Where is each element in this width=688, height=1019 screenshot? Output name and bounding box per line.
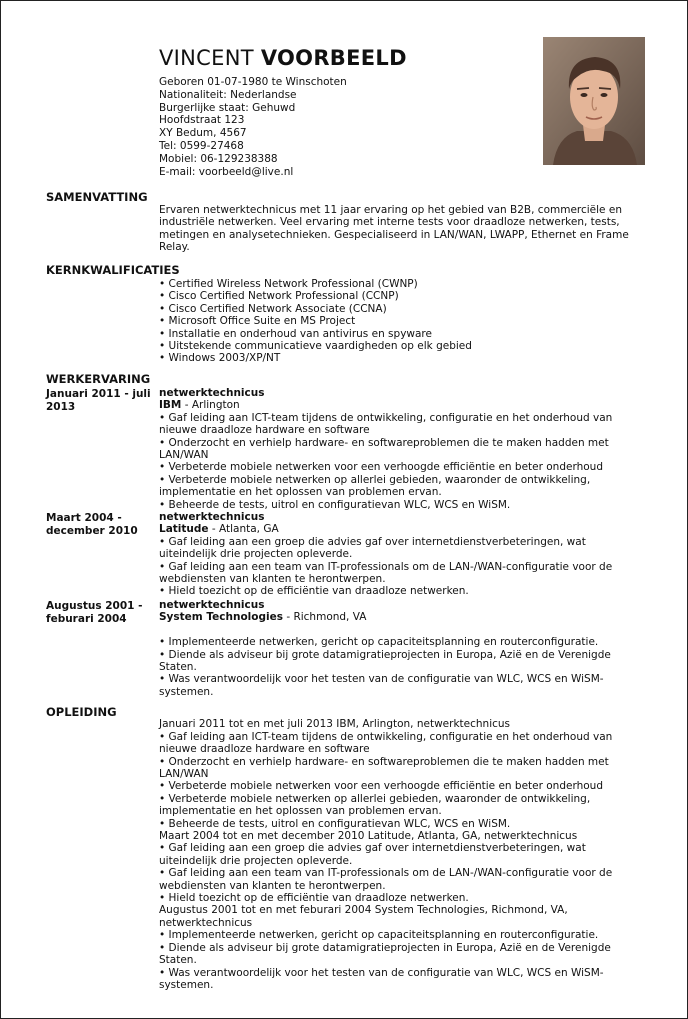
job-line: • Diende als adviseur bij grote datamigratieprojecten in Europa, Azië en de Verenigde bbox=[159, 648, 611, 661]
list-item: • Microsoft Office Suite en MS Project bbox=[159, 315, 356, 328]
job-line: • Was verantwoordelijk voor het testen van de configuratie van WLC, WCS en WiSM- bbox=[159, 673, 604, 686]
contact-line: Hoofdstraat 123 bbox=[159, 114, 245, 127]
job-line: LAN/WAN bbox=[159, 449, 209, 462]
job-title: netwerktechnicus bbox=[159, 387, 265, 399]
job-line: • Beheerde de tests, uitrol en configuratievan WLC, WCS en WiSM. bbox=[159, 498, 511, 511]
list-item: • Uitstekende communicatieve vaardigheden op elk gebied bbox=[159, 340, 472, 353]
contact-line: XY Bedum, 4567 bbox=[159, 127, 247, 140]
first-name: VINCENT bbox=[159, 46, 254, 70]
job-company bbox=[159, 611, 629, 623]
job-line: implementatie en het oplossen van problemen ervan. bbox=[159, 486, 442, 499]
education-line: nieuwe draadloze hardware en software bbox=[159, 743, 370, 756]
job-company bbox=[159, 399, 629, 411]
education-line: • Hield toezicht op de efficiëntie van draadloze netwerken. bbox=[159, 892, 469, 905]
job-entry bbox=[159, 599, 629, 698]
job-line: webdiensten van klanten te herontwerpen. bbox=[159, 573, 386, 586]
summary-line: Relay. bbox=[159, 241, 190, 254]
contact-line: Tel: 0599-27468 bbox=[159, 139, 244, 152]
education-line: • Gaf leiding aan ICT-team tijdens de ontwikkeling, configuratie en het onderhoud van bbox=[159, 730, 613, 743]
education-line: • Diende als adviseur bij grote datamigratieprojecten in Europa, Azië en de Verenigde bbox=[159, 941, 611, 954]
job-line: nieuwe draadloze hardware en software bbox=[159, 424, 370, 437]
education-line: webdiensten van klanten te herontwerpen. bbox=[159, 879, 386, 892]
job-date bbox=[46, 600, 154, 626]
education-line: LAN/WAN bbox=[159, 768, 209, 781]
qualifications-list bbox=[159, 278, 629, 365]
job-line: • Gaf leiding aan een groep die advies gaf over internetdienstverbeteringen, wat bbox=[159, 535, 586, 548]
job-line: • Implementeerde netwerken, gericht op capaciteitsplanning en routerconfiguratie. bbox=[159, 636, 599, 649]
job-entry bbox=[159, 387, 629, 511]
section-title-summary: SAMENVATTING bbox=[46, 190, 148, 204]
summary-line: industriële netwerken. Veel ervaring met interne tests voor draadloze netwerken, tests, bbox=[159, 216, 620, 229]
education-line: netwerktechnicus bbox=[159, 916, 253, 929]
summary-line: metingen en analysetechnieken. Gespecialiseerd in LAN/WAN, LWAPP, Ethernet en Frame bbox=[159, 228, 629, 241]
job-company bbox=[159, 523, 629, 535]
education-line: • Implementeerde netwerken, gericht op capaciteitsplanning en routerconfiguratie. bbox=[159, 929, 599, 942]
company-location: - Arlington bbox=[181, 399, 240, 412]
job-line bbox=[159, 624, 629, 636]
education-line: • Beheerde de tests, uitrol en configuratievan WLC, WCS en WiSM. bbox=[159, 817, 511, 830]
company-name: System Technologies bbox=[159, 611, 283, 624]
education-line: Staten. bbox=[159, 954, 197, 967]
company-location: - Atlanta, GA bbox=[208, 523, 279, 536]
education-line: • Verbeterde mobiele netwerken voor een verhoogde efficiëntie en beter onderhoud bbox=[159, 780, 603, 793]
contact-line: Geboren 01-07-1980 te Winschoten bbox=[159, 76, 347, 88]
education-line: Maart 2004 tot en met december 2010 Latitude, Atlanta, GA, netwerktechnicus bbox=[159, 830, 578, 843]
summary-line: Ervaren netwerktechnicus met 11 jaar ervaring op het gebied van B2B, commerciële en bbox=[159, 204, 622, 216]
education-line: implementatie en het oplossen van problemen ervan. bbox=[159, 805, 442, 818]
education-line: • Gaf leiding aan een team van IT-professionals om de LAN-/WAN-configuratie voor de bbox=[159, 867, 613, 880]
list-item: • Installatie en onderhoud van antivirus en spyware bbox=[159, 327, 432, 340]
education-line: Januari 2011 tot en met juli 2013 IBM, Arlington, netwerktechnicus bbox=[159, 718, 511, 731]
company-name: Latitude bbox=[159, 523, 209, 536]
education-line: • Verbeterde mobiele netwerken op allerlei gebieden, waaronder de ontwikkeling, bbox=[159, 792, 591, 805]
job-entry bbox=[159, 511, 629, 598]
job-line: • Gaf leiding aan een team van IT-professionals om de LAN-/WAN-configuratie voor de bbox=[159, 560, 613, 573]
education-line: Augustus 2001 tot en met feburari 2004 System Technologies, Richmond, VA, bbox=[159, 904, 568, 917]
last-name: VOORBEELD bbox=[260, 46, 407, 70]
company-name: IBM bbox=[159, 399, 182, 412]
job-date-line: Maart 2004 - bbox=[46, 512, 122, 524]
job-date-line: 2013 bbox=[46, 401, 76, 413]
list-item: • Cisco Certified Network Professional (CCNP) bbox=[159, 290, 399, 303]
education-line: • Gaf leiding aan een groep die advies gaf over internetdienstverbeteringen, wat bbox=[159, 842, 586, 855]
job-line: • Hield toezicht op de efficiëntie van draadloze netwerken. bbox=[159, 585, 469, 598]
contact-line: Nationaliteit: Nederlandse bbox=[159, 88, 297, 101]
section-title-qualifications: KERNKWALIFICATIES bbox=[46, 263, 180, 277]
education-line: • Was verantwoordelijk voor het testen van de configuratie van WLC, WCS en WiSM- bbox=[159, 966, 604, 979]
job-line: • Gaf leiding aan ICT-team tijdens de ontwikkeling, configuratie en het onderhoud van bbox=[159, 411, 613, 424]
job-line: uiteindelijk drie projecten opleverde. bbox=[159, 548, 353, 561]
profile-photo bbox=[543, 37, 645, 165]
education-text bbox=[159, 706, 629, 991]
education-line: uiteindelijk drie projecten opleverde. bbox=[159, 854, 353, 867]
candidate-name bbox=[159, 45, 407, 71]
contact-line: Mobiel: 06-129238388 bbox=[159, 152, 278, 165]
job-date bbox=[46, 512, 154, 538]
job-date-line: december 2010 bbox=[46, 525, 138, 537]
list-item: • Cisco Certified Network Associate (CCNA) bbox=[159, 302, 387, 315]
education-line bbox=[159, 706, 629, 718]
job-date-line: feburari 2004 bbox=[46, 613, 127, 625]
job-title: netwerktechnicus bbox=[159, 511, 265, 523]
portrait-image bbox=[543, 37, 645, 165]
job-date-line: Januari 2011 - juli bbox=[46, 388, 151, 400]
job-title: netwerktechnicus bbox=[159, 599, 265, 611]
company-location: - Richmond, VA bbox=[282, 611, 367, 624]
job-line: Staten. bbox=[159, 661, 197, 674]
job-date-line: Augustus 2001 - bbox=[46, 600, 143, 612]
contact-line: E-mail: voorbeeld@live.nl bbox=[159, 165, 294, 178]
list-item: • Certified Wireless Network Professional (CWNP) bbox=[159, 278, 418, 290]
job-line: • Onderzocht en verhielp hardware- en softwareproblemen die te maken hadden met bbox=[159, 436, 609, 449]
job-date bbox=[46, 388, 154, 414]
job-line: • Verbeterde mobiele netwerken voor een verhoogde efficiëntie en beter onderhoud bbox=[159, 461, 603, 474]
contact-line: Burgerlijke staat: Gehuwd bbox=[159, 101, 296, 114]
list-item: • Windows 2003/XP/NT bbox=[159, 352, 281, 365]
summary-text bbox=[159, 204, 629, 254]
education-line: systemen. bbox=[159, 978, 214, 991]
contact-block bbox=[159, 76, 519, 178]
job-line: systemen. bbox=[159, 685, 214, 698]
education-line: • Onderzocht en verhielp hardware- en softwareproblemen die te maken hadden met bbox=[159, 755, 609, 768]
section-title-experience: WERKERVARING bbox=[46, 372, 151, 386]
job-line: • Verbeterde mobiele netwerken op allerlei gebieden, waaronder de ontwikkeling, bbox=[159, 473, 591, 486]
section-title-education: OPLEIDING bbox=[46, 705, 117, 719]
